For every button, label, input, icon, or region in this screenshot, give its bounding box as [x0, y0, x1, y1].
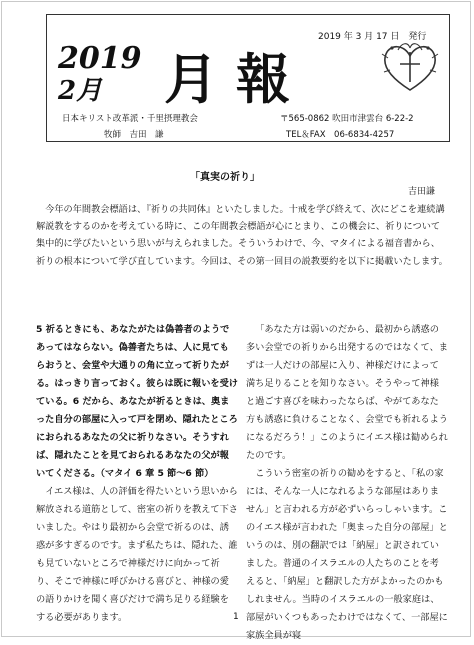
pastor-name: 牧師 吉田 謙 — [104, 130, 164, 140]
heart-dove-emblem-icon — [378, 36, 442, 96]
page-number: 1 — [233, 612, 239, 622]
sermon-title: 「真実の祈り」 — [190, 172, 260, 183]
newsletter-title-char-2: 報 — [236, 48, 290, 111]
intro-paragraph: 今年の年間教会標語は、『祈りの共同体』といたしました。十戒を学び終えて、次にどこを連続講解説教をするのかを考えている時に、この年間教会標語が心にとまり、この機会に、祈りについて集中的に学びたいという思いが与えられました。そういうわけで、今、マタイによる福音書から、祈りの根本について学び直しています。今回は、その第一回目の説教要約を以下に掲載いたします。 — [36, 204, 448, 267]
right-column — [246, 321, 448, 645]
church-address: 〒565-0862 吹田市津雲台 6-22-2 — [280, 114, 414, 124]
issue-date: 2019 年 3 月 17 日 発行 — [318, 32, 427, 42]
newsletter-title-char-1: 月 — [164, 48, 218, 111]
left-column — [36, 321, 238, 627]
body-paragraph: こういう密室の祈りの勧めをすると、「私の家には、そんな一人になれるような部屋はありません」と言われる方が必ずいらっしゃいます。このイエス様が言われた「奥まった自分の部屋」というのは、別の翻訳では「納屋」と訳されていました。普通のイスラエルの人たちのことを考えると、「納屋」と翻訳した方がよかったのかもしれません。当時のイスラエルの一般家庭は、部屋がいくつもあったわけではなくて、一部屋に家族全員が寝 — [246, 468, 448, 641]
issue-month: 2月 — [58, 76, 103, 106]
body-paragraph: 「あなた方は弱いのだから、最初から誘惑の多い会堂での祈りから出発するのではなくて、まずは一人だけの部屋に入り、神様だけによって満ち足りることを知りなさい。そうやって神様と過ごす喜びを味わったならば、やがてあなた方も誘惑に負けることなく、会堂でも祈れるようになるだろう！」このようにイエス様は勧められたのです。 — [246, 324, 448, 461]
scripture-passage: 5 祈るときにも、あなたがたは偽善者のようであってはならない。偽善者たちは、人に見てもらおうと、会堂や大通りの角に立って祈りたがる。はっきり言っておく。彼らは既に報いを受けている。6 だから、あなたが祈るときは、奥まった自分の部屋に入って戸を閉め、隠れたところにおられるあなたの父に祈りなさい。そうすれば、隠れたことを見ておられるあなたの父が報いてくださる。（マタイ 6 章 5 節～6 節） — [36, 324, 238, 479]
church-name: 日本キリスト改革派・千里摂理教会 — [62, 114, 198, 124]
sermon-author: 吉田謙 — [408, 187, 436, 197]
tel-fax: TEL＆FAX 06-6834-4257 — [286, 130, 395, 140]
body-paragraph: イエス様は、人の評価を得たいという思いから解放される道筋として、密室の祈りを教えて下さいました。やはり最初から会堂で祈るのは、誘惑が多すぎるのです。まず私たちは、隠れた、誰も見ていないところで神様だけに向かって祈り、そこで神様に呼びかける喜びと、神様の愛の語りかけを聞く喜びだけで満ち足りる経験をする必要があります。 — [36, 486, 238, 623]
issue-year: 2019 — [58, 41, 142, 76]
